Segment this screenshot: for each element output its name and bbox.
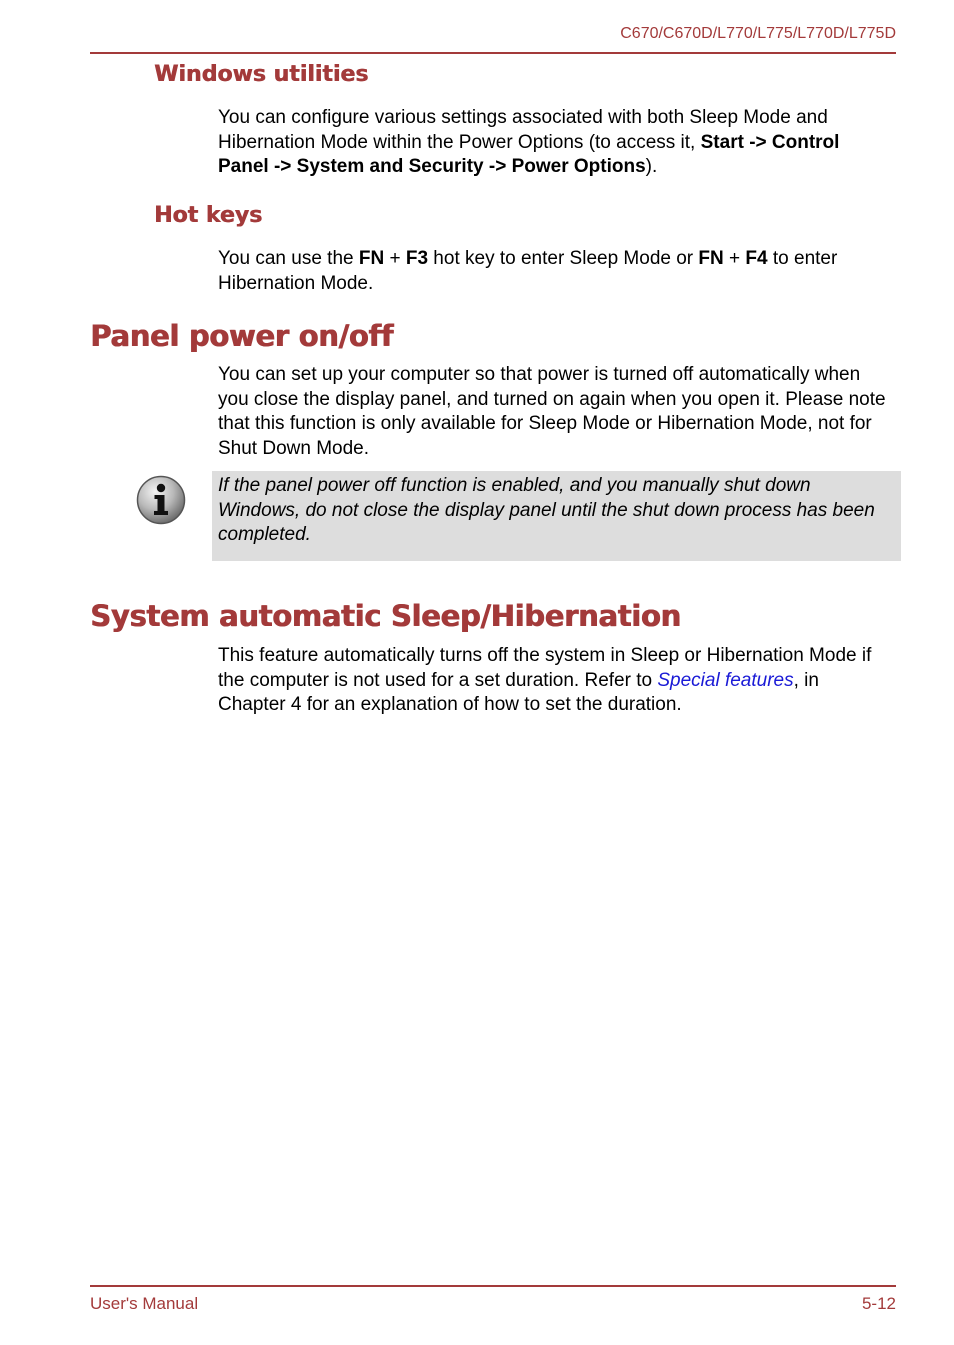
key-f4: F4: [745, 248, 768, 269]
note-text: If the panel power off function is enabled, and you manually shut down Windows, do not close the display panel until the shut down process has been completed.: [218, 475, 875, 545]
heading-system-sleep: System automatic Sleep/Hibernation: [90, 599, 681, 633]
heading-hot-keys: Hot keys: [154, 203, 263, 228]
header-divider: [90, 52, 896, 54]
footer-manual-title: User's Manual: [90, 1294, 199, 1313]
power-options-path: Start -> Control Panel -> System and Security -> Power Options: [218, 131, 840, 177]
footer-page-number: 5-12: [861, 1294, 896, 1313]
heading-panel-power: Panel power on/off: [90, 319, 393, 353]
paragraph-system-sleep: This feature automatically turns off the system in Sleep or Hibernation Mode if the computer is not used for a set duration. Refer to Special features, in Chapter 4 for an explanation of how to set the duration.: [218, 645, 872, 715]
paragraph-windows-utilities: You can configure various settings associated with both Sleep Mode and Hibernation Mode within the Power Options (to access it, Start -> Control Panel -> System and Security -> Power Options).: [218, 107, 840, 177]
paragraph-hot-keys: You can use the FN + F3 hot key to enter Sleep Mode or FN + F4 to enter Hibernation Mode.: [218, 248, 838, 294]
footer-divider: [90, 1285, 896, 1287]
key-fn: FN: [358, 248, 385, 269]
header-model-number: C670/C670D/L770/L775/L770D/L775D: [620, 25, 896, 42]
info-icon: [135, 474, 187, 526]
special-features-link[interactable]: Special features: [657, 669, 794, 691]
key-fn: FN: [698, 248, 724, 269]
key-f3: F3: [405, 248, 429, 269]
heading-windows-utilities: Windows utilities: [154, 62, 369, 87]
paragraph-panel-power: You can set up your computer so that power is turned off automatically when you close the display panel, and turned on again when you open it. Please note that this function is only available for Sleep Mode or Hibernation Mode, not for Shut Down Mode.: [218, 364, 886, 459]
